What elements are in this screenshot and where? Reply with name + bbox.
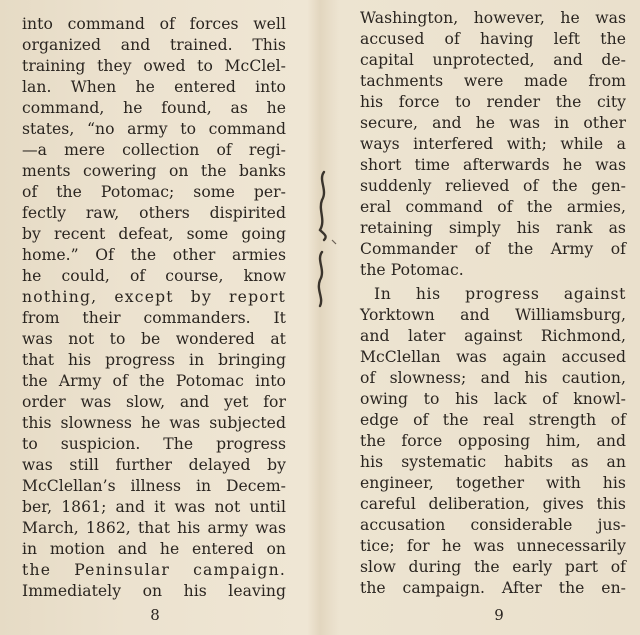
text-line: ments cowering on the banks [22, 162, 286, 180]
page-number: 8 [150, 606, 160, 624]
text-line: Commander of the Army of [360, 240, 626, 258]
text-line: to suspicion. The progress [22, 435, 286, 453]
text-line: he could, of course, know [22, 267, 286, 285]
text-line: his systematic habits as an [360, 453, 626, 471]
text-line: Washington, however, he was [360, 9, 626, 27]
page-number: 9 [494, 606, 504, 624]
text-line: and later against Richmond, [360, 327, 626, 345]
text-line: Immediately on his leaving [22, 582, 286, 600]
text-line: of slowness; and his caution, [360, 369, 626, 387]
text-line: organized and trained. This [22, 36, 286, 54]
text-line: McClellan was again accused [360, 348, 626, 366]
text-line: accused of having left the [360, 30, 626, 48]
text-line: the Army of the Potomac into [22, 372, 286, 390]
text-line: from their commanders. It [22, 309, 286, 327]
text-line: —a mere collection of regi- [22, 141, 286, 159]
text-line: McClellan’s illness in Decem- [22, 477, 286, 495]
text-line: edge of the real strength of [360, 411, 626, 429]
text-line: short time afterwards he was [360, 156, 626, 174]
text-line: tachments were made from [360, 72, 626, 90]
left-page [0, 0, 310, 635]
text-line: secure, and he was in other [360, 114, 626, 132]
text-line: this slowness he was subjected [22, 414, 286, 432]
right-page [338, 0, 640, 635]
text-line: March, 1862, that his army was [22, 519, 286, 537]
text-line: owing to his lack of knowl- [360, 390, 626, 408]
text-line: home.” Of the other armies [22, 246, 286, 264]
paragraph-start-line: In his progress against [374, 285, 626, 303]
text-line: order was slow, and yet for [22, 393, 286, 411]
text-line: states, “no army to command [22, 120, 286, 138]
text-line: the force opposing him, and [360, 432, 626, 450]
text-line: the Peninsular campaign. [22, 561, 286, 579]
text-line: that his progress in bringing [22, 351, 286, 369]
text-line: suddenly relieved of the gen- [360, 177, 626, 195]
text-line: the campaign. After the en- [360, 579, 626, 597]
text-line: command, he found, as he [22, 99, 286, 117]
text-line: training they owed to McClel- [22, 57, 286, 75]
text-line: careful deliberation, gives this [360, 495, 626, 513]
text-line: in motion and he entered on [22, 540, 286, 558]
text-line: slow during the early part of [360, 558, 626, 576]
text-line: eral command of the armies, [360, 198, 626, 216]
text-line: engineer, together with his [360, 474, 626, 492]
text-line: tice; for he was unnecessarily [360, 537, 626, 555]
text-line: was still further delayed by [22, 456, 286, 474]
text-line: fectly raw, others dispirited [22, 204, 286, 222]
text-line: retaining simply his rank as [360, 219, 626, 237]
text-line: ber, 1861; and it was not until [22, 498, 286, 516]
text-line: his force to render the city [360, 93, 626, 111]
text-line: was not to be wondered at [22, 330, 286, 348]
text-line: by recent defeat, some going [22, 225, 286, 243]
text-line: nothing, except by report [22, 288, 286, 306]
text-line: lan. When he entered into [22, 78, 286, 96]
text-line: capital unprotected, and de- [360, 51, 626, 69]
text-line: accusation considerable jus- [360, 516, 626, 534]
text-line: the Potomac. [360, 261, 464, 279]
text-line: of the Potomac; some per- [22, 183, 286, 201]
text-line: ways interfered with; while a [360, 135, 626, 153]
text-line: Yorktown and Williamsburg, [360, 306, 626, 324]
text-line: into command of forces well [22, 15, 286, 33]
